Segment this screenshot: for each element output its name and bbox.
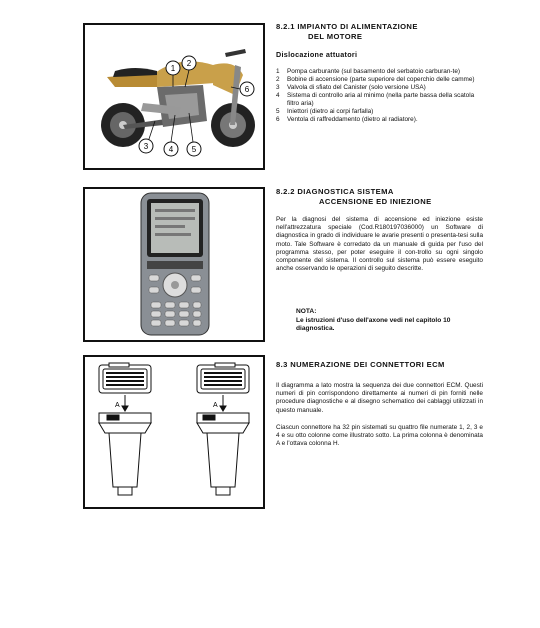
svg-text:3: 3 [143,142,149,151]
ecm-paragraph-1: Il diagramma a lato mostra la sequenza dei due connettori ECM. Questi numeri di pin corrispondono direttamente ai numeri di pin forniti nelle procedure diagnostiche e al disegno schematico dei cablaggi utilizzati in questo manuale. [276,382,483,414]
diagnostic-paragraph: Per la diagnosi del sistema di accensione ed iniezione esiste nell'attrezzatura speciale (Cod.R180197036000) un Software di diagnostica in grado di individuare le avarie presenti o presenta-tesi sulla moto. Tale Software è corredato da un manuale di guida per l'uso del programma stesso, per poter eseguire il con-trollo su ogni singolo componente del sistema. Il controllo sul sistema può essere eseguito anche osservando le operazioni di seguito descritte. [276,216,483,273]
list-item: 2 Bobine di accensione (parte superiore del coperchio delle camme) [276,76,475,83]
list-item: 1 Pompa carburante (sul basamento del serbatoio carburan-te) [276,68,460,75]
ecm-label-a-right: A [213,402,218,409]
list-item: 4 Sistema di controllo aria al minimo (nella parte bassa della scatola filtro aria) [276,92,475,107]
motorcycle-illustration [85,25,263,168]
list-item: 5 Iniettori (dietro ai corpi farfalla) [276,108,374,115]
diagnostic-device-frame [83,187,265,342]
diagnostic-device-illustration [85,189,263,340]
svg-text:4: 4 [168,145,174,154]
ecm-connector-left [99,363,151,495]
ecm-connectors-diagram [85,357,263,507]
list-item: 6 Ventola di raffreddamento (dietro al radiatore). [276,116,418,123]
note-label: NOTA: [296,308,317,315]
actuator-list [276,68,486,124]
motorcycle-figure-frame [83,23,265,170]
svg-text:1: 1 [170,64,176,73]
svg-text:2: 2 [186,59,192,68]
ecm-connectors-frame [83,355,265,509]
svg-text:6: 6 [244,85,250,94]
note-text: Le istruzioni d'uso dell'axone vedi nel capitolo 10 diagnostica. [296,317,451,333]
ecm-paragraph-2: Ciascun connettore ha 32 pin sistemati su quattro file numerate 1, 2, 3 e 4 e su otto colonne come illustrato sotto. La prima colonna è denominata A e l'ottava colonna H. [276,424,483,448]
subtitle-dislocazione: Dislocazione attuatori [276,50,358,59]
section-title-8-2-2: 8.2.2 DIAGNOSTICA SISTEMA ACCENSIONE ED INIEZIONE [276,187,432,206]
section-title-8-2-1: 8.2.1 IMPIANTO DI ALIMENTAZIONE DEL MOTORE [276,22,418,41]
list-item: 3 Valvola di sfiato del Canister (solo versione USA) [276,84,426,91]
ecm-label-a-left: A [115,402,120,409]
ecm-connector-right [197,363,249,495]
svg-text:5: 5 [191,145,197,154]
section-title-8-3: 8.3 NUMERAZIONE DEI CONNETTORI ECM [276,360,445,369]
